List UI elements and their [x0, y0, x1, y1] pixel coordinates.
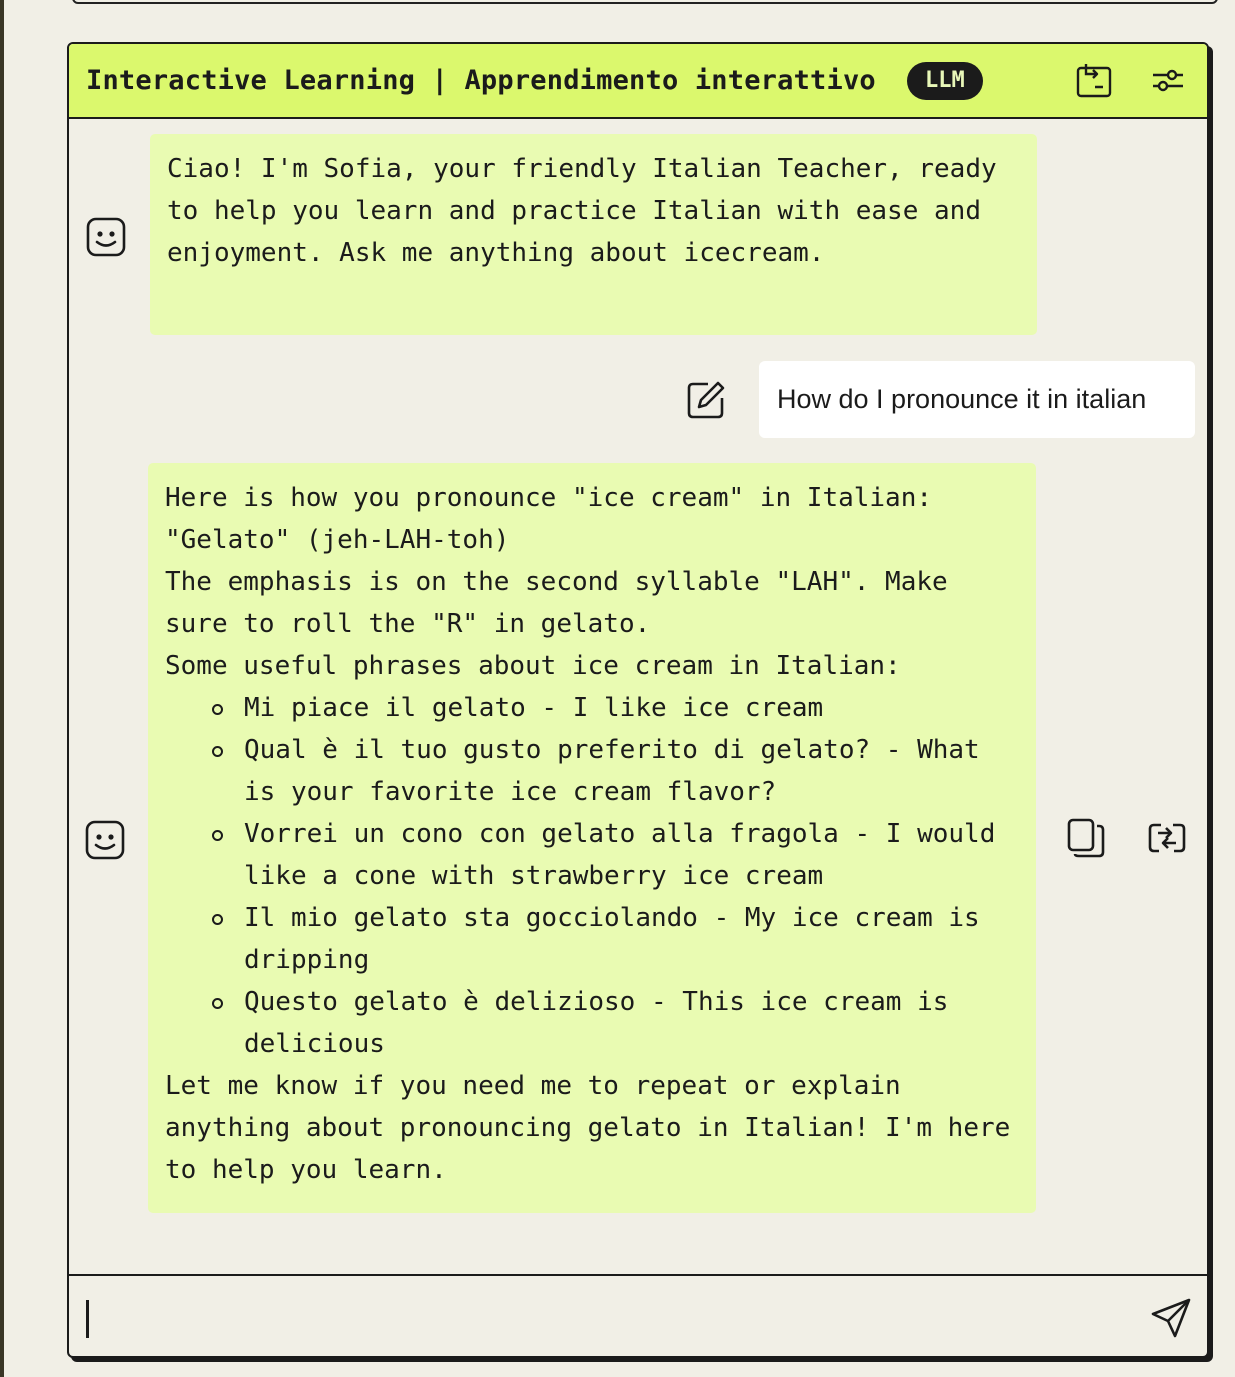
user-message: How do I pronounce it in italian — [759, 361, 1195, 438]
phrase-list — [165, 687, 1022, 1065]
reply-intro-line: The emphasis is on the second syllable "LAH". Make sure to roll the "R" in gelato. — [165, 567, 948, 639]
edit-icon[interactable] — [685, 379, 727, 421]
window-edge — [0, 0, 4, 1377]
send-icon[interactable] — [1149, 1296, 1193, 1340]
reply-intro-line: "Gelato" (jeh-LAH-toh) — [165, 525, 510, 555]
chat-title: Interactive Learning | Apprendimento interattivo — [86, 65, 876, 96]
message-input[interactable] — [93, 1296, 1107, 1344]
assistant-message-reply — [148, 463, 1036, 1213]
phrase-item: Il mio gelato sta gocciolando - My ice cream is dripping — [165, 897, 1022, 981]
chat-header — [69, 44, 1207, 119]
phrase-item: Questo gelato è delizioso - This ice cream is delicious — [165, 981, 1022, 1065]
message-text: Ciao! I'm Sofia, your friendly Italian Teacher, ready to help you learn and practice Italian with ease and enjoyment. Ask me anything about icecream. — [167, 154, 997, 268]
llm-badge: LLM — [907, 62, 983, 100]
text-cursor — [86, 1300, 89, 1338]
reply-intro-line: Some useful phrases about ice cream in Italian: — [165, 651, 901, 681]
composer — [69, 1274, 1207, 1358]
phrase-item: Qual è il tuo gusto preferito di gelato? - What is your favorite ice cream flavor? — [165, 729, 1022, 813]
export-icon[interactable] — [1076, 62, 1112, 98]
phrase-item: Mi piace il gelato - I like ice cream — [165, 687, 1022, 729]
regenerate-icon[interactable] — [1146, 817, 1188, 859]
assistant-message-greeting — [150, 134, 1037, 335]
smiley-icon — [85, 216, 127, 258]
previous-card — [72, 0, 1218, 4]
phrase-item: Vorrei un cono con gelato alla fragola - I would like a cone with strawberry ice cream — [165, 813, 1022, 897]
smiley-icon — [84, 819, 126, 861]
copy-icon[interactable] — [1065, 817, 1107, 859]
reply-intro-line: Here is how you pronounce "ice cream" in Italian: — [165, 483, 933, 513]
chat-window — [67, 42, 1209, 1358]
settings-sliders-icon[interactable] — [1150, 62, 1186, 98]
reply-outro: Let me know if you need me to repeat or explain anything about pronouncing gelato in Italian! I'm here to help you learn. — [165, 1071, 1011, 1185]
